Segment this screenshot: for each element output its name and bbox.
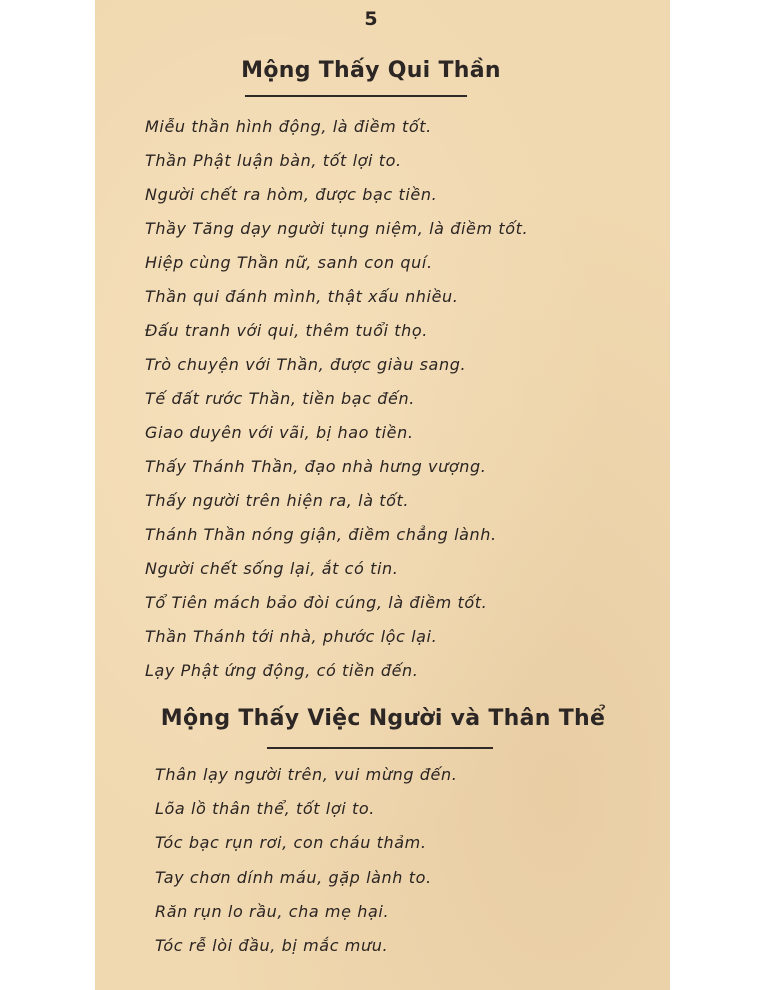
verse-line: Thần Thánh tới nhà, phước lộc lại.: [145, 627, 438, 646]
book-page: [95, 0, 670, 990]
verse-line: Thần qui đánh mình, thật xấu nhiều.: [145, 287, 459, 306]
verse-line: Tế đất rước Thần, tiền bạc đến.: [145, 389, 415, 408]
section-title-dream-gods: Mộng Thấy Qui Thần: [241, 58, 501, 83]
verse-line: Lạy Phật ứng động, có tiền đến.: [145, 661, 419, 680]
verse-line: Tay chơn dính máu, gặp lành to.: [155, 867, 432, 887]
verse-line: Tổ Tiên mách bảo đòi cúng, là điềm tốt.: [145, 593, 488, 612]
verse-line: Hiệp cùng Thần nữ, sanh con quí.: [145, 253, 433, 272]
page-number: 5: [364, 8, 378, 30]
section-title-dream-people-body: Mộng Thấy Việc Người và Thân Thể: [160, 706, 606, 731]
verse-line: Giao duyên với vãi, bị hao tiền.: [145, 423, 414, 442]
verse-line: Miễu thần hình động, là điềm tốt.: [145, 117, 432, 136]
title-underline: [245, 95, 467, 97]
verse-line: Thân lạy người trên, vui mừng đến.: [155, 765, 458, 784]
verse-line: Đấu tranh với qui, thêm tuổi thọ.: [145, 321, 428, 340]
title-underline: [267, 747, 493, 749]
verse-line: Trò chuyện với Thần, được giàu sang.: [145, 355, 467, 374]
verse-line: Thấy Thánh Thần, đạo nhà hưng vượng.: [145, 457, 487, 476]
verse-list-dream-gods: [145, 110, 528, 688]
verse-line: Thấy người trên hiện ra, là tốt.: [145, 491, 410, 510]
verse-line: Tóc bạc rụn rơi, con cháu thảm.: [155, 833, 427, 853]
verse-line: Người chết sống lại, ắt có tin.: [145, 559, 399, 578]
verse-line: Tóc rễ lòi đầu, bị mắc mưu.: [155, 935, 389, 955]
verse-line: Thần Phật luận bàn, tốt lợi to.: [145, 151, 402, 170]
verse-line: Thánh Thần nóng giận, điềm chẳng lành.: [145, 525, 497, 544]
verse-line: Thầy Tăng dạy người tụng niệm, là điềm tốt.: [145, 219, 529, 238]
verse-line: Lõa lồ thân thể, tốt lợi to.: [155, 799, 375, 819]
verse-line: Người chết ra hòm, được bạc tiền.: [145, 185, 438, 204]
verse-line: Răn rụn lo rầu, cha mẹ hại.: [155, 901, 390, 921]
verse-list-dream-people-body: [155, 758, 457, 963]
